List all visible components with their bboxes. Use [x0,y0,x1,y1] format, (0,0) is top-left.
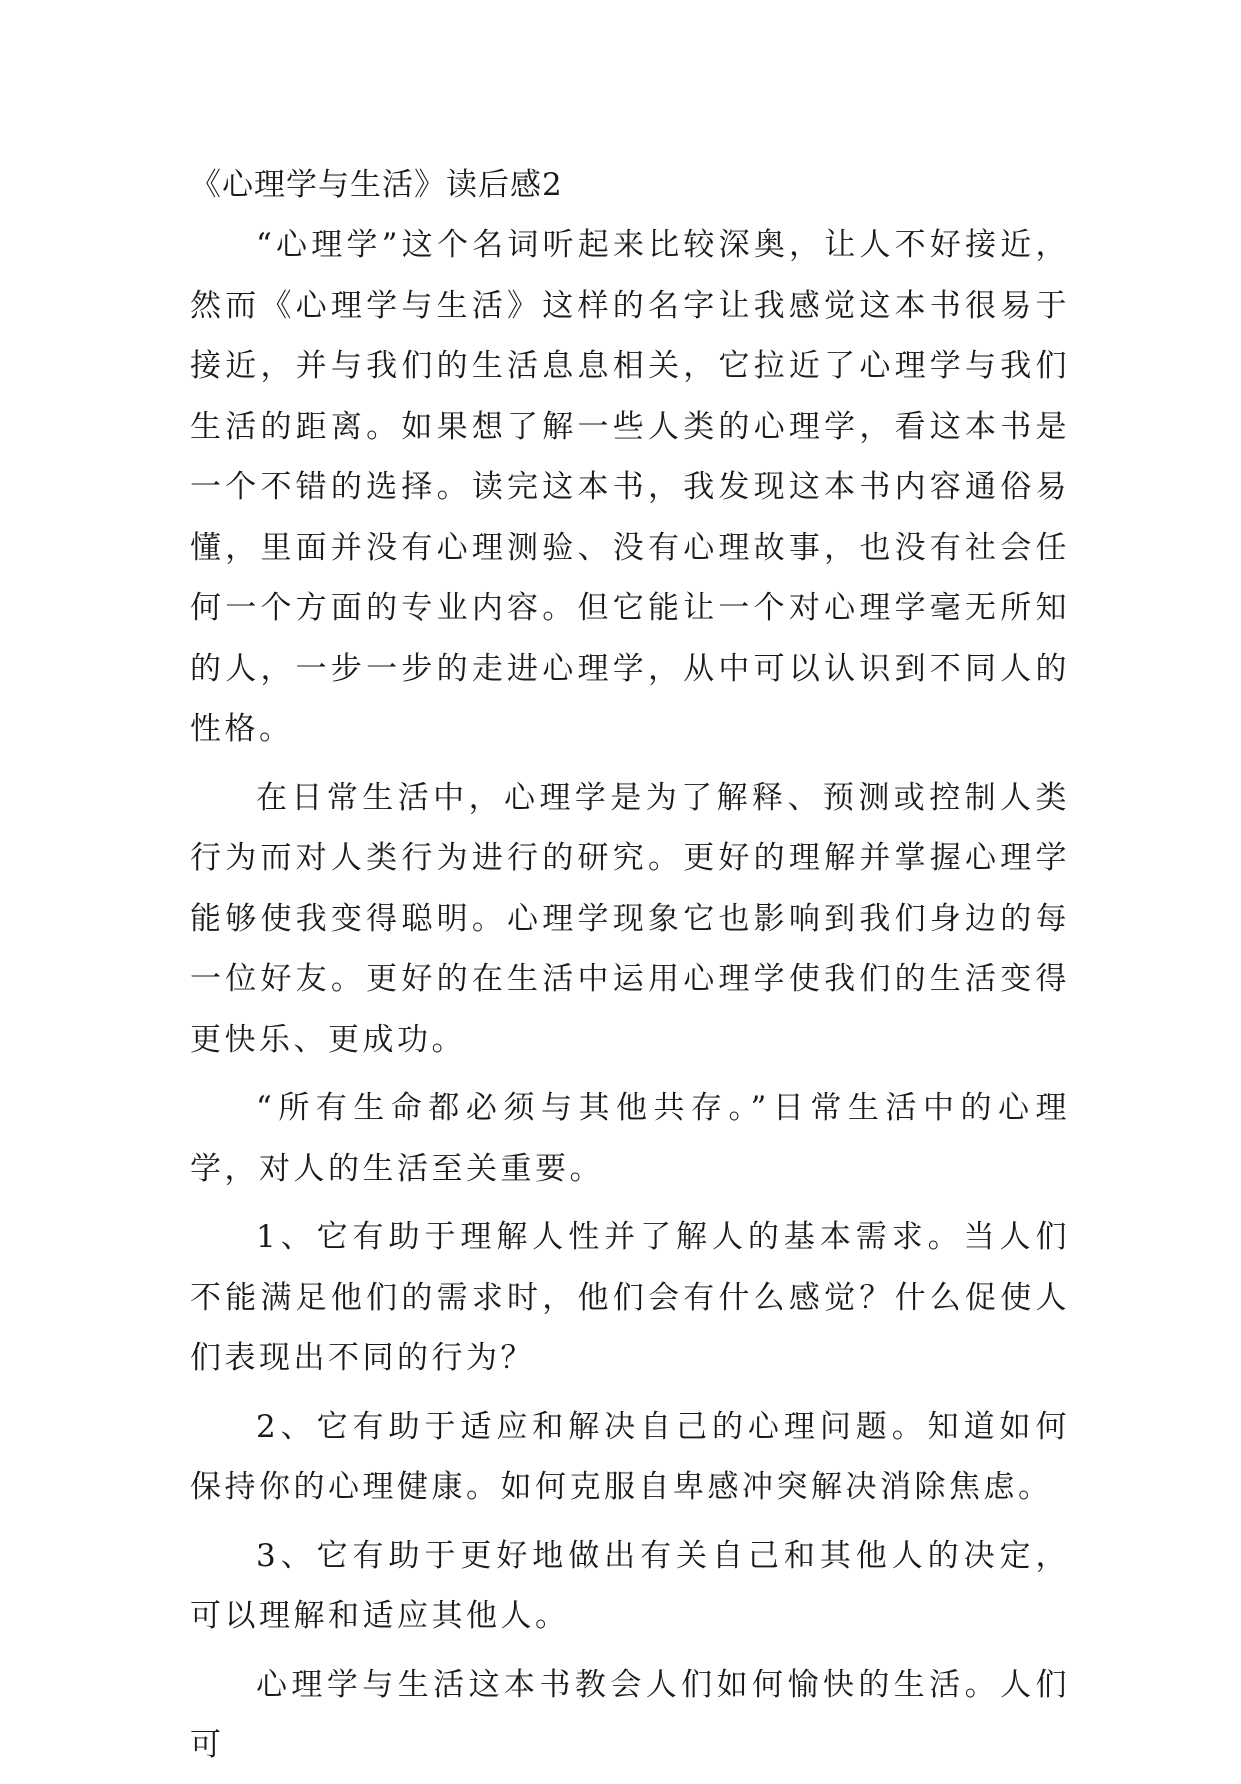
paragraph-point-2: 2、它有助于适应和解决自己的心理问题。知道如何保持你的心理健康。如何克服自卑感冲突解决消除焦虑。 [190,1408,1070,1505]
paragraph-point-1: 1、它有助于理解人性并了解人的基本需求。当人们不能满足他们的需求时，他们会有什么感觉？什么促使人们表现出不同的行为？ [190,1219,1070,1376]
paragraph-point-3: 3、它有助于更好地做出有关自己和其他人的决定，可以理解和适应其他人。 [190,1537,1070,1634]
paragraph-quote: “所有生命都必须与其他共存。”日常生活中的心理学，对人的生活至关重要。 [190,1090,1070,1187]
paragraph-conclusion: 心理学与生活这本书教会人们如何愉快的生活。人们可 [190,1666,1070,1763]
paragraph-daily-life: 在日常生活中，心理学是为了解释、预测或控制人类行为而对人类行为进行的研究。更好的理解并掌握心理学能够使我变得聪明。心理学现象它也影响到我们身边的每一位好友。更好的在生活中运用心理学使我们的生活变得更快乐、更成功。 [190,779,1070,1058]
document-title: 《心理学与生活》读后感2 [190,167,563,203]
paragraph-intro: “心理学”这个名词听起来比较深奥，让人不好接近，然而《心理学与生活》这样的名字让我感觉这本书很易于接近，并与我们的生活息息相关，它拉近了心理学与我们生活的距离。如果想了解一些人类的心理学，看这本书是一个不错的选择。读完这本书，我发现这本书内容通俗易懂，里面并没有心理测验、没有心理故事，也没有社会任何一个方面的专业内容。但它能让一个对心理学毫无所知的人，一步一步的走进心理学，从中可以认识到不同人的性格。 [190,227,1070,747]
document-body [190,215,1070,1784]
